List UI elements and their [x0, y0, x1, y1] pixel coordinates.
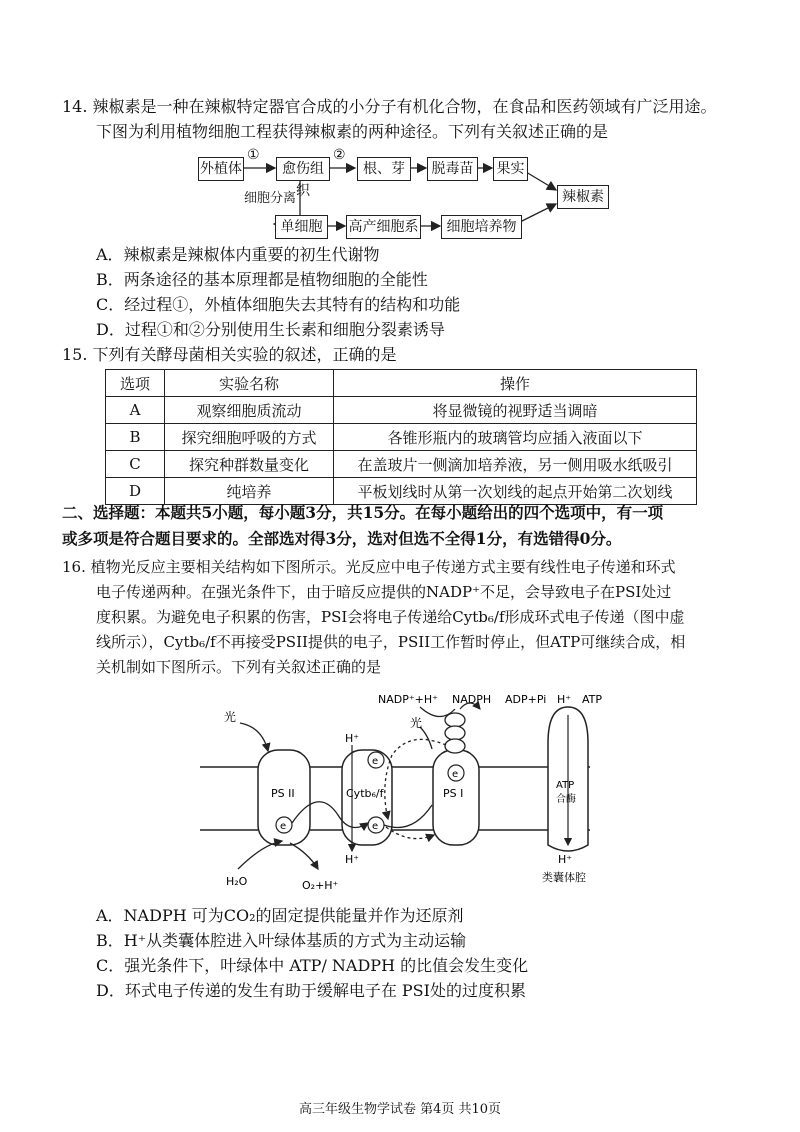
- q16-option-d: D．环式电子传递的发生有助于缓解电子在 PSI处的过度积累: [96, 981, 526, 1000]
- fc-explant: 外植体: [198, 157, 244, 181]
- table-cell: 探究细胞呼吸的方式: [165, 424, 334, 451]
- table-cell: 平板划线时从第一次划线的起点开始第二次划线: [334, 478, 697, 505]
- q16-stem-line5: 关机制如下图所示。下列有关叙述正确的是: [96, 658, 382, 676]
- light-label-1: 光: [224, 710, 237, 724]
- q16-stem-line1: 16. 植物光反应主要相关结构如下图所示。光反应中电子传递方式主要有线性电子传递和环式: [62, 558, 676, 576]
- q14-stem-line2: 下图为利用植物细胞工程获得辣椒素的两种途径。下列有关叙述正确的是: [96, 122, 609, 141]
- table-row: [106, 424, 697, 451]
- adp-label: ADP+Pi: [505, 693, 547, 706]
- q14-option-c: C．经过程①，外植体细胞失去其特有的结构和功能: [96, 295, 461, 314]
- table-cell: 将显微镜的视野适当调暗: [334, 397, 697, 424]
- table-header: 操作: [334, 370, 697, 397]
- h-ion-bottom: H⁺: [345, 853, 360, 866]
- oxygen-label: O₂+H⁺: [302, 879, 339, 892]
- table-cell: 观察细胞质流动: [165, 397, 334, 424]
- electron-marker: [448, 765, 464, 781]
- atp-synthase-label-2: 合酶: [556, 794, 576, 805]
- h-ion-top: H⁺: [345, 732, 360, 745]
- table-cell: B: [106, 424, 165, 451]
- fc-culture: 细胞培养物: [441, 215, 522, 239]
- atp-label: ATP: [582, 693, 603, 706]
- q16-option-b: B．H⁺从类囊体腔进入叶绿体基质的方式为主动运输: [96, 931, 467, 950]
- fc-fruit: 果实: [493, 157, 528, 181]
- fc-step2-label: ②: [333, 147, 346, 163]
- page-footer: 高三年级生物学试卷 第4页 共10页: [298, 1102, 502, 1117]
- table-cell: 各锥形瓶内的玻璃管均应插入液面以下: [334, 424, 697, 451]
- q14-stem-line1: 14. 辣椒素是一种在辣椒特定器官合成的小分子有机化合物，在食品和医药领域有广泛用途。: [62, 97, 717, 116]
- cytb6f-label: Cytb₆/f: [346, 787, 384, 800]
- section2-line1: 二、选择题：本题共5小题，每小题3分，共15分。在每小题给出的四个选项中，有一项: [62, 503, 664, 522]
- q16-stem-line4: 线所示），Cytb₆/f不再接受PSII提供的电子，PSII工作暂时停止，但ATP可继续合成，相: [96, 633, 686, 651]
- fc-capsaicin: 辣椒素: [557, 185, 609, 209]
- fc-callus: 愈伤组织: [276, 157, 330, 181]
- table-cell: A: [106, 397, 165, 424]
- svg-text:e: e: [280, 821, 287, 832]
- table-row: [106, 397, 697, 424]
- svg-text:e: e: [372, 821, 379, 832]
- q15-table: [105, 369, 697, 505]
- table-cell: D: [106, 478, 165, 505]
- lumen-label: 类囊体腔: [542, 871, 586, 884]
- thylakoid-diagram: [0, 685, 800, 895]
- psii-label: PS II: [271, 787, 295, 800]
- table-header-row: [106, 370, 697, 397]
- q15-stem: 15. 下列有关酵母菌相关实验的叙述，正确的是: [62, 345, 397, 364]
- table-cell: 纯培养: [165, 478, 334, 505]
- table-cell: 在盖玻片一侧滴加培养液，另一侧用吸水纸吸引: [334, 451, 697, 478]
- h-ion-atp-bottom: H⁺: [558, 853, 573, 866]
- q14-option-d: D．过程①和②分别使用生长素和细胞分裂素诱导: [96, 320, 445, 339]
- fc-separation-label: 细胞分离: [244, 191, 297, 206]
- table-header: 选项: [106, 370, 165, 397]
- fc-root-bud: 根、芽: [357, 157, 411, 181]
- water-label: H₂O: [226, 875, 248, 888]
- q16-stem-line2: 电子传递两种。在强光条件下，由于暗反应提供的NADP⁺不足，会导致电子在PSI处过: [96, 583, 672, 601]
- atp-synthase-label-1: ATP: [556, 780, 575, 791]
- psi-label: PS I: [443, 787, 464, 800]
- q14-option-b: B．两条途径的基本原理都是植物细胞的全能性: [96, 270, 428, 289]
- fc-virus-free: 脱毒苗: [427, 157, 478, 181]
- table-row: [106, 451, 697, 478]
- section2-line2: 或多项是符合题目要求的。全部选对得3分，选对但选不全得1分，有选错得0分。: [62, 529, 622, 548]
- svg-text:e: e: [372, 756, 379, 767]
- nadph-label: NADPH: [452, 693, 492, 706]
- electron-marker: [276, 817, 292, 833]
- table-cell: 探究种群数量变化: [165, 451, 334, 478]
- h-ion-atp-top: H⁺: [557, 693, 572, 706]
- fc-high-yield: 高产细胞系: [346, 215, 421, 239]
- electron-marker: [368, 752, 384, 768]
- q16-stem-line3: 度积累。为避免电子积累的伤害，PSI会将电子传递给Cytb₆/f形成环式电子传递（图中虚: [96, 608, 685, 626]
- nadp-label: NADP⁺+H⁺: [378, 693, 438, 706]
- table-header: 实验名称: [165, 370, 334, 397]
- q16-option-a: A．NADPH 可为CO₂的固定提供能量并作为还原剂: [96, 906, 464, 925]
- q16-option-c: C．强光条件下，叶绿体中 ATP/ NADPH 的比值会发生变化: [96, 956, 529, 975]
- fc-single-cell: 单细胞: [275, 215, 328, 239]
- table-row: [106, 478, 697, 505]
- svg-text:e: e: [452, 769, 459, 780]
- q14-option-a: A．辣椒素是辣椒体内重要的初生代谢物: [96, 245, 380, 264]
- electron-marker: [368, 817, 384, 833]
- light-label-2: 光: [410, 716, 423, 730]
- table-cell: C: [106, 451, 165, 478]
- fc-step1-label: ①: [247, 147, 260, 163]
